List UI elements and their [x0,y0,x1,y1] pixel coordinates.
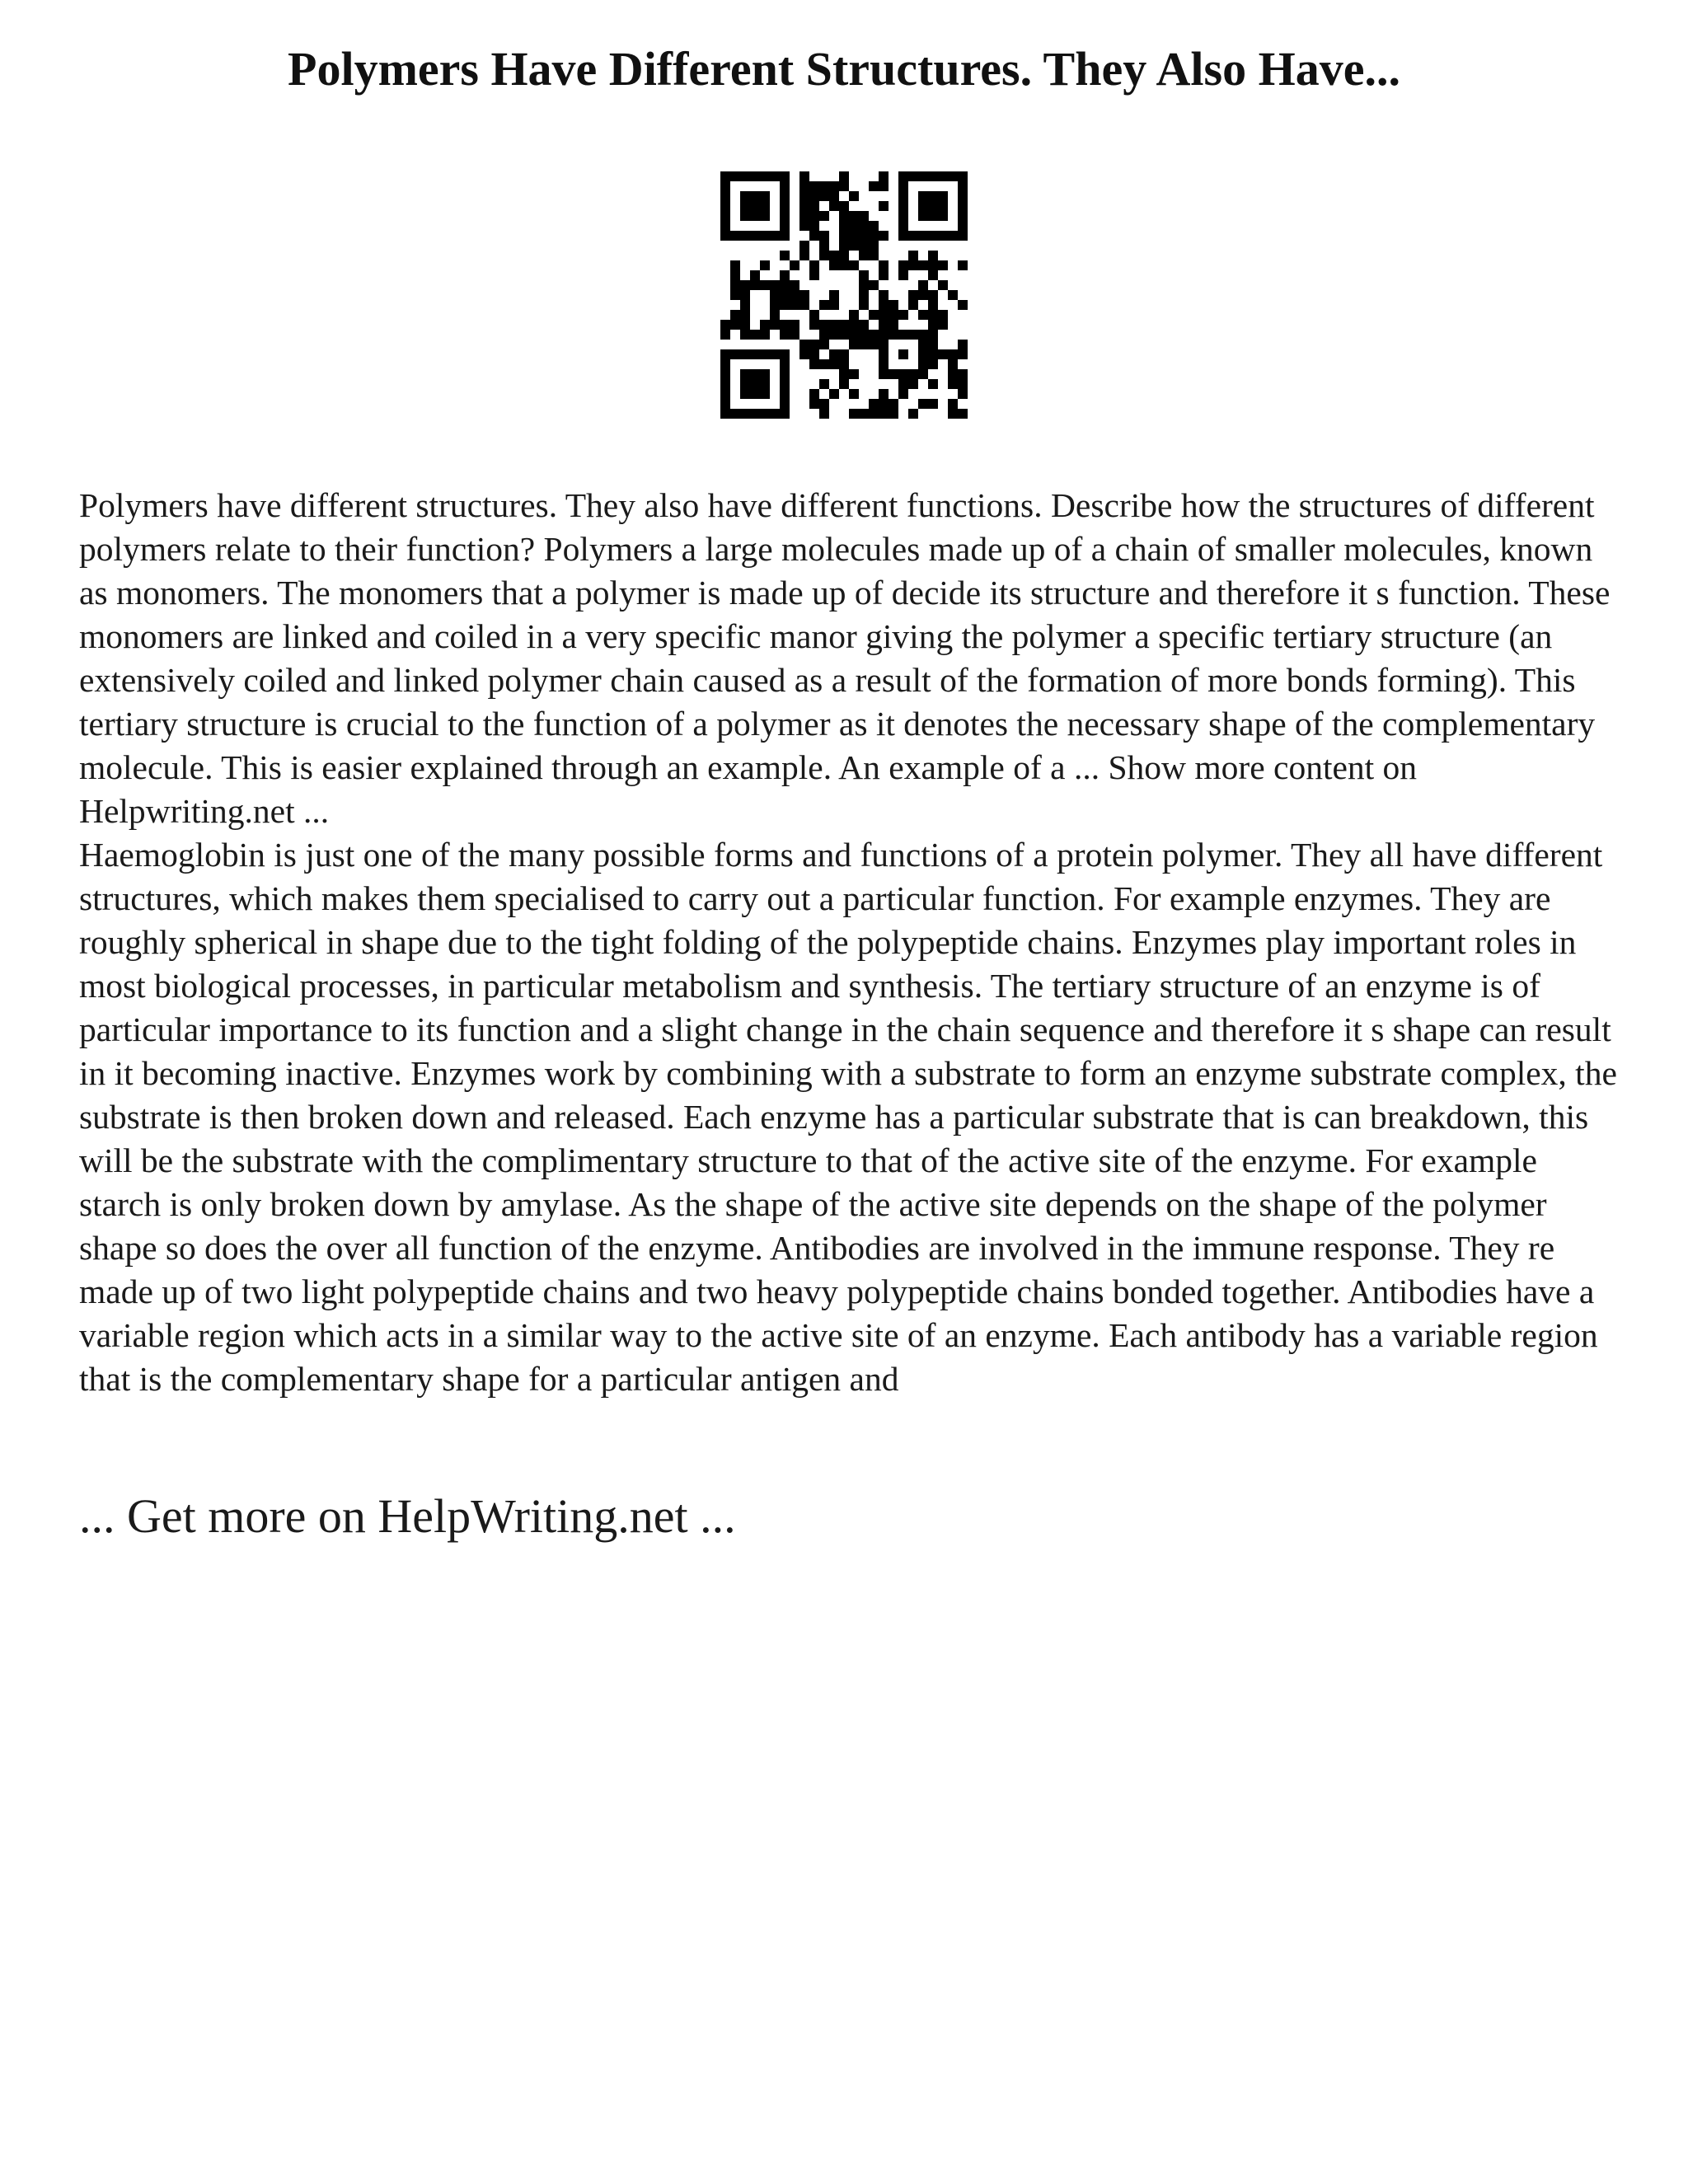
paragraph-2: Haemoglobin is just one of the many possible forms and functions of a protein polymer. They all have different structures, which makes them specialised to carry out a particular function. For example enzymes. They are roughly spherical in shape due to the tight folding of the polypeptide chains. Enzymes play important roles in most biological processes, in particular metabolism and synthesis. The tertiary structure of an enzyme is of particular importance to its function and a slight change in the chain sequence and therefore it s shape can result in it becoming inactive. Enzymes work by combining with a substrate to form an enzyme substrate complex, the substrate is then broken down and released. Each enzyme has a particular substrate that is can breakdown, this will be the substrate with the complimentary structure to that of the active site of the enzyme. For example starch is only broken down by amylase. As the shape of the active site depends on the shape of the polymer shape so does the over all function of the enzyme. Antibodies are involved in the immune response. They re made up of two light polypeptide chains and two heavy polypeptide chains bonded together. Antibodies have a variable region which acts in a similar way to the active site of an enzyme. Each antibody has a variable region that is the complementary shape for a particular antigen and [79,836,1617,1398]
paragraph-1: Polymers have different structures. They also have different functions. Describe how the structures of different polymers relate to their function? Polymers a large molecules made up of a chain of smaller molecules, known as monomers. The monomers that a polymer is made up of decide its structure and therefore it s function. These monomers are linked and coiled in a very specific manor giving the polymer a specific tertiary structure (an extensively coiled and linked polymer chain caused as a result of the formation of more bonds forming). This tertiary structure is crucial to the function of a polymer as it denotes the necessary shape of the complementary molecule. This is easier explained through an example. An example of a ... Show more content on Helpwriting.net ... [79,486,1611,830]
qr-code-icon [720,171,968,419]
page-title: Polymers Have Different Structures. They Also Have... [288,42,1400,96]
article-body [79,484,1620,1401]
get-more-link[interactable]: ... Get more on HelpWriting.net ... [79,1489,736,1543]
